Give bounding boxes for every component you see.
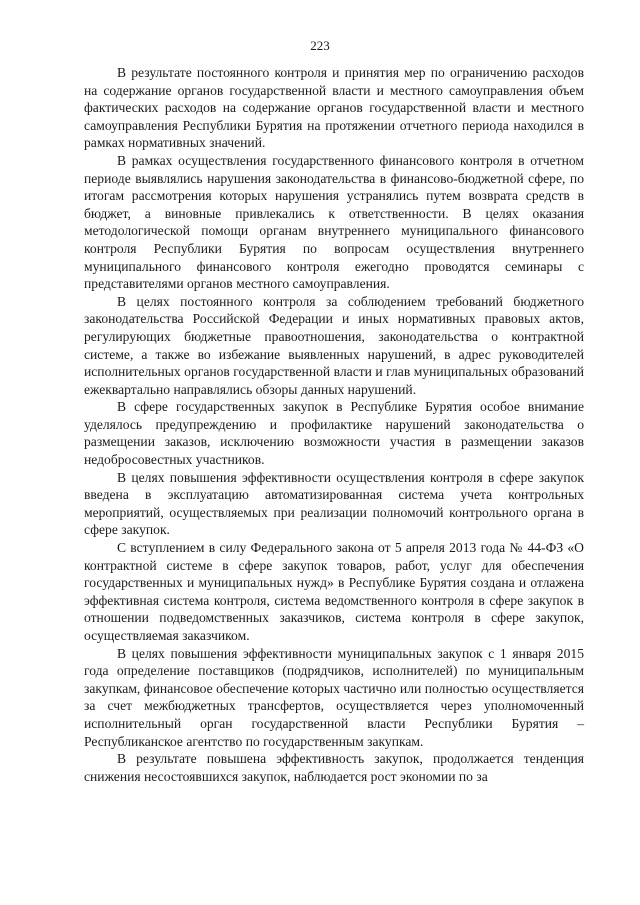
paragraph-3: В целях постоянного контроля за соблюдением требований бюджетного законодательства Российской Федерации и иных нормативных правовых актов, регулирующих бюджетные правоотношения, законодательства о контрактной системе, а также во избежание выявленных нарушений, в адрес руководителей исполнительных органов государственной власти и глав муниципальных образований ежеквартально направлялись обзоры данных нарушений. <box>84 293 584 397</box>
paragraph-5: В целях повышения эффективности осуществления контроля в сфере закупок введена в эксплуатацию автоматизированная система учета контрольных мероприятий, осуществляемых при реализации полномочий контрольного органа в сфере закупок. <box>84 469 584 538</box>
page-number: 223 <box>310 38 330 53</box>
paragraph-1: В результате постоянного контроля и принятия мер по ограничению расходов на содержание органов государственной власти и местного самоуправления объем фактических расходов на содержание органов государственной власти и местного самоуправления Республики Бурятия на протяжении отчетного периода находился в рамках нормативных значений. <box>84 65 584 151</box>
paragraph-2: В рамках осуществления государственного финансового контроля в отчетном периоде выявлялись нарушения законодательства в финансово-бюджетной сфере, по итогам рассмотрения которых нарушения устранялись путем возврата средств в бюджет, а виновные привлекались к ответственности. В целях оказания методологической помощи органам внутреннего муниципального финансового контроля Республики Бурятия по вопросам осуществления внутреннего муниципального финансового контроля ежегодно проводятся семинары с представителями органов местного самоуправления. <box>84 152 584 292</box>
paragraph-7: В целях повышения эффективности муниципальных закупок с 1 января 2015 года определение поставщиков (подрядчиков, исполнителей) по муниципальным закупкам, финансовое обеспечение которых частично или полностью осуществляется за счет межбюджетных трансфертов, осуществляется через уполномоченный исполнительный орган государственной власти Республики Бурятия – Республиканское агентство по государственным закупкам. <box>84 645 584 749</box>
paragraph-4: В сфере государственных закупок в Республике Бурятия особое внимание уделялось предупреждению и профилактике нарушений законодательства о размещении заказов, исключению возможности участия в размещении заказов недобросовестных участников. <box>84 399 584 468</box>
document-body <box>84 64 584 785</box>
paragraph-6: С вступлением в силу Федерального закона от 5 апреля 2013 года № 44-ФЗ «О контрактной системе в сфере закупок товаров, работ, услуг для обеспечения государственных и муниципальных нужд» в Республике Бурятия создана и отлажена эффективная система контроля, система ведомственного контроля в сфере закупок в отношении подведомственных заказчиков, система контроля в сфере закупок, осуществляемая заказчиком. <box>84 540 584 643</box>
paragraph-8: В результате повышена эффективность закупок, продолжается тенденция снижения несостоявшихся закупок, наблюдается рост экономии по за <box>84 751 584 784</box>
